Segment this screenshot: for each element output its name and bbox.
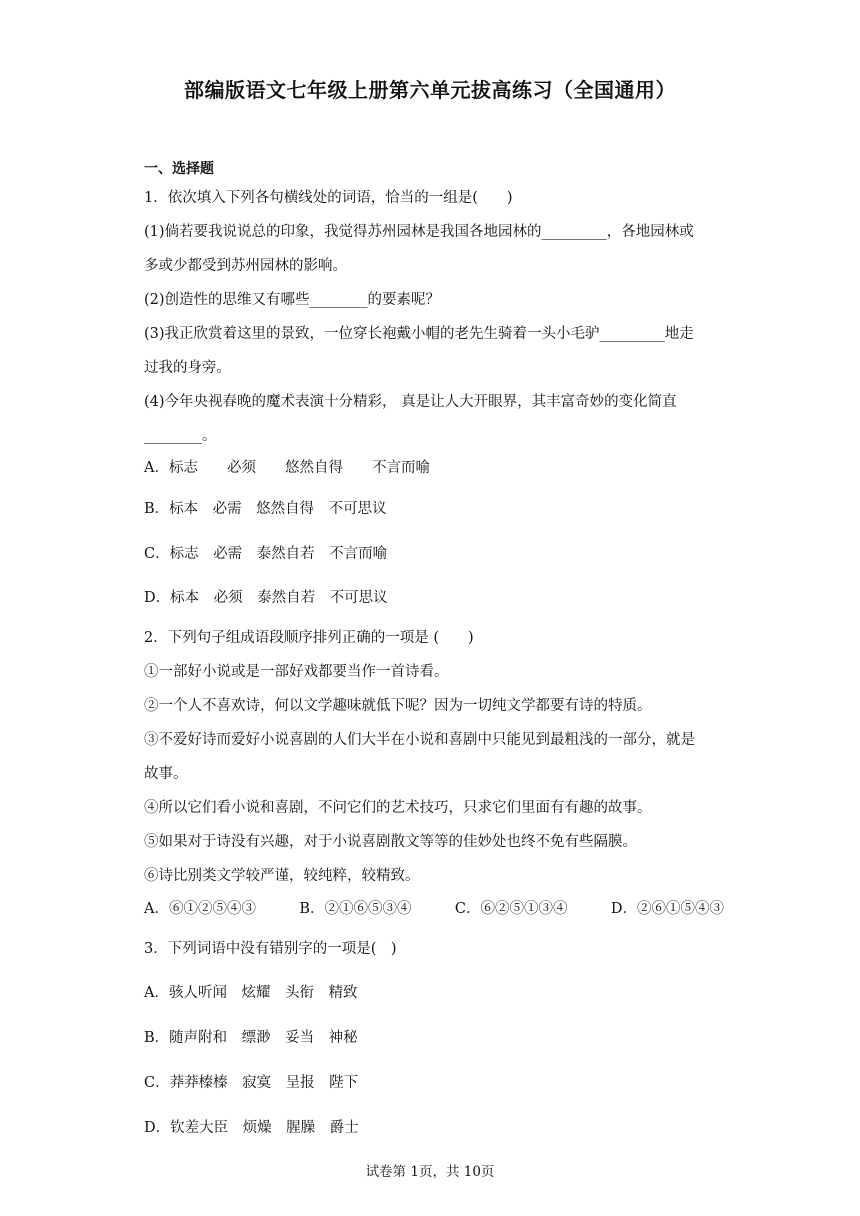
q1-option-d: D．标本 必须 泰然自若 不可思议 — [144, 590, 388, 606]
q1-sentence-3-cont: 过我的身旁。 — [144, 360, 231, 376]
q2-option-d: D．②⑥①⑤④③ — [610, 901, 724, 917]
q1-option-c: C．标志 必需 泰然自若 不言而喻 — [144, 546, 388, 562]
q2-item-3-cont: 故事。 — [144, 766, 188, 782]
q3-option-b: B．随声附和 缥渺 妥当 神秘 — [144, 1030, 358, 1046]
q1-sentence-1-cont: 多或少都受到苏州园林的影响。 — [144, 258, 347, 274]
q2-item-5: ⑤如果对于诗没有兴趣，对于小说喜剧散文等等的佳妙处也终不免有些隔膜。 — [144, 834, 637, 850]
page-footer: 试卷第 1页，共 10页 — [365, 1164, 495, 1180]
q2-item-3: ③不爱好诗而爱好小说喜剧的人们大半在小说和喜剧中只能见到最粗浅的一部分，就是 — [144, 732, 695, 748]
q2-item-4: ④所以它们看小说和喜剧，不问它们的艺术技巧，只求它们里面有有趣的故事。 — [144, 800, 652, 816]
q2-option-a: A．⑥①②⑤④③ — [144, 901, 256, 917]
q2-item-2: ②一个人不喜欢诗，何以文学趣味就低下呢？因为一切纯文学都要有诗的特质。 — [144, 698, 652, 714]
q2-item-6: ⑥诗比别类文学较严谨，较纯粹，较精致。 — [144, 868, 420, 884]
q1-sentence-2: (2)创造性的思维又有哪些________的要素呢？ — [144, 292, 441, 308]
q1-option-b: B．标本 必需 悠然自得 不可思议 — [144, 501, 387, 517]
q1-sentence-1: (1)倘若要我说说总的印象，我觉得苏州园林是我国各地园林的_________，各地园林或 — [144, 224, 694, 240]
q2-item-1: ①一部好小说或是一部好戏都要当作一首诗看。 — [144, 664, 449, 680]
q1-sentence-4-cont: ________。 — [144, 428, 217, 444]
q3-option-a: A．骇人听闻 炫耀 头衔 精致 — [144, 985, 358, 1001]
q3-option-d: D．钦差大臣 烦燥 腥臊 爵士 — [144, 1120, 359, 1136]
page-title: 部编版语文七年级上册第六单元拔高练习（全国通用） — [184, 78, 676, 102]
q3-stem: 3．下列词语中没有错别字的一项是( ) — [144, 941, 397, 957]
q3-option-c: C．莽莽榛榛 寂寞 呈报 陛下 — [144, 1075, 359, 1091]
q1-sentence-3: (3)我正欣赏着这里的景致，一位穿长袍戴小帽的老先生骑着一头小毛驴_________地走 — [144, 326, 694, 342]
q2-stem: 2．下列句子组成语段顺序排列正确的一项是 ( ) — [144, 630, 474, 646]
q1-option-a: A．标志 必须 悠然自得 不言而喻 — [144, 460, 430, 476]
section-heading: 一、选择题 — [144, 161, 214, 177]
q1-stem: 1．依次填入下列各句横线处的词语，恰当的一组是( ) — [144, 190, 513, 206]
q1-sentence-4: (4)今年央视春晚的魔术表演十分精彩， 真是让人大开眼界，其丰富奇妙的变化简直 — [144, 394, 677, 410]
q2-options — [144, 897, 724, 918]
q2-option-b: B．②①⑥⑤③④ — [299, 901, 412, 917]
q2-option-c: C．⑥②⑤①③④ — [454, 901, 568, 917]
